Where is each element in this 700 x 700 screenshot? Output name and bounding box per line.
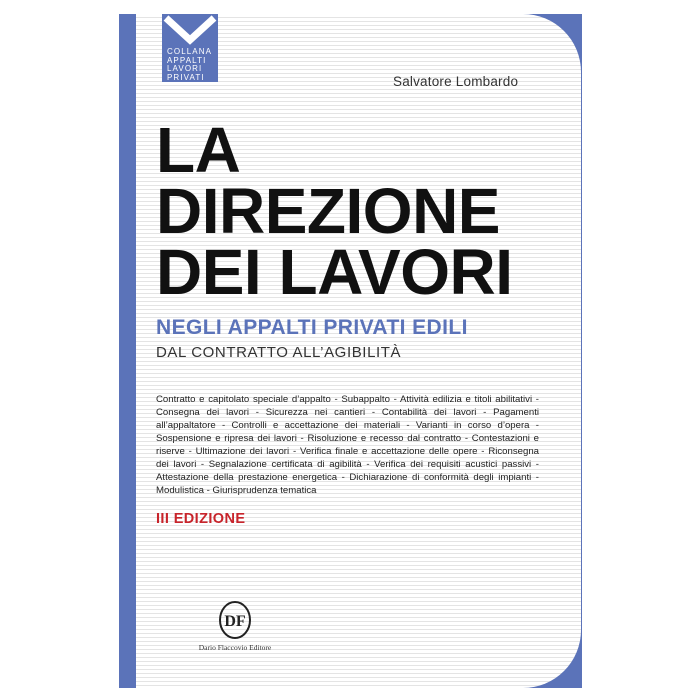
series-label [167, 48, 217, 82]
series-line: COLLANA [167, 47, 213, 56]
title-line: DEI LAVORI [156, 236, 513, 308]
title-line: DIREZIONE [156, 175, 500, 247]
book-title [156, 114, 513, 308]
publisher-name: Dario Flaccovio Editore [198, 643, 272, 652]
book-tagline: DAL CONTRATTO ALL’AGIBILITÀ [156, 344, 402, 361]
series-ribbon [162, 14, 218, 82]
series-line: PRIVATI [167, 72, 205, 82]
series-line: LAVORI [167, 64, 203, 74]
title-line: LA [156, 114, 241, 186]
edition-label: III EDIZIONE [156, 511, 246, 527]
series-line: APPALTI [167, 55, 207, 65]
publisher-logo-text: DF [224, 613, 246, 630]
publisher-block [175, 600, 295, 652]
topics-list: Contratto e capitolato speciale d’appalto - Subappalto - Attività edilizia e titoli abilitativi - Consegna dei lavori - Sicurezza nei cantieri - Contabilità dei lavori - Pagamenti all’appaltatore - Controlli e accettazione dei materiali - Varianti in corso d’opera - Sospensione e ripresa dei lavori - Risoluzione e recesso dal contratto - Contestazioni e riserve - Ultimazione dei lavori - Verifica finale e accettazione delle opere - Riconsegna dei lavori - Segnalazione certificata di agibilità - Verifica dei requisiti acustici passivi - Attestazione della prestazione energetica - Dichiarazione di conformità degli impianti - Modulistica - Giurisprudenza tematica [156, 394, 539, 496]
author-name: Salvatore Lombardo [393, 74, 519, 89]
publisher-logo-icon [215, 600, 255, 640]
book-subtitle: NEGLI APPALTI PRIVATI EDILI [156, 316, 468, 339]
